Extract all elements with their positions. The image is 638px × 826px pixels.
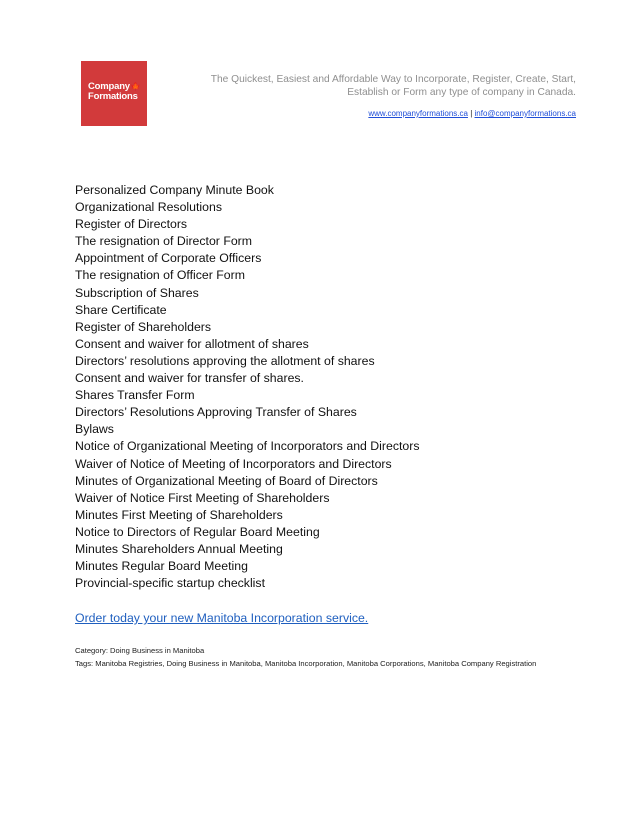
- list-item: Minutes Shareholders Annual Meeting: [75, 541, 283, 556]
- list-item: Subscription of Shares: [75, 285, 199, 300]
- list-item: The resignation of Officer Form: [75, 268, 245, 283]
- list-item: Register of Directors: [75, 217, 188, 232]
- document-list: [75, 182, 419, 592]
- post-meta: [75, 645, 563, 670]
- list-item: Minutes of Organizational Meeting of Board of Directors: [75, 473, 378, 488]
- list-item: Provincial-specific startup checklist: [75, 576, 265, 591]
- list-item: The resignation of Director Form: [75, 234, 253, 249]
- list-item: Minutes Regular Board Meeting: [75, 559, 248, 574]
- list-item: Notice of Organizational Meeting of Incorporators and Directors: [75, 439, 420, 454]
- tagline-line-2: Establish or Form any type of company in Canada.: [347, 87, 576, 98]
- list-item: Appointment of Corporate Officers: [75, 251, 262, 266]
- logo-text-line2: Formations: [88, 91, 138, 102]
- maple-leaf-icon: 🍁: [130, 82, 141, 91]
- tagline-line-1: The Quickest, Easiest and Affordable Way to Incorporate, Register, Create, Start,: [210, 74, 576, 85]
- list-item: Notice to Directors of Regular Board Meeting: [75, 524, 320, 539]
- list-item: Consent and waiver for transfer of shares.: [75, 371, 304, 386]
- list-item: Organizational Resolutions: [75, 200, 222, 215]
- list-item: Waiver of Notice First Meeting of Shareholders: [75, 490, 330, 505]
- list-item: Bylaws: [75, 422, 114, 437]
- list-item: Personalized Company Minute Book: [75, 183, 274, 197]
- list-item: Directors’ resolutions approving the allotment of shares: [75, 353, 375, 368]
- list-item: Register of Shareholders: [75, 319, 212, 334]
- header-contact: [156, 109, 576, 118]
- list-item: Minutes First Meeting of Shareholders: [75, 507, 283, 522]
- order-incorporation-link[interactable]: Order today your new Manitoba Incorporation service.: [75, 611, 369, 625]
- category-line: Category: Doing Business in Manitoba: [75, 646, 205, 655]
- tags-line: Tags: Manitoba Registries, Doing Business in Manitoba, Manitoba Incorporation, Manitoba Corporations, Manitoba Company Registration: [75, 658, 537, 668]
- company-formations-logo: [81, 61, 147, 126]
- header-tagline: [156, 73, 576, 99]
- list-item: Share Certificate: [75, 302, 167, 317]
- list-item: Waiver of Notice of Meeting of Incorporators and Directors: [75, 456, 392, 471]
- website-link[interactable]: www.companyformations.ca: [368, 109, 468, 118]
- logo-text-line1: Company🍁: [88, 81, 141, 92]
- contact-separator: |: [470, 109, 473, 118]
- list-item: Shares Transfer Form: [75, 388, 195, 403]
- list-item: Consent and waiver for allotment of shares: [75, 336, 309, 351]
- list-item: Directors’ Resolutions Approving Transfer of Shares: [75, 405, 357, 420]
- email-link[interactable]: info@companyformations.ca: [474, 109, 576, 118]
